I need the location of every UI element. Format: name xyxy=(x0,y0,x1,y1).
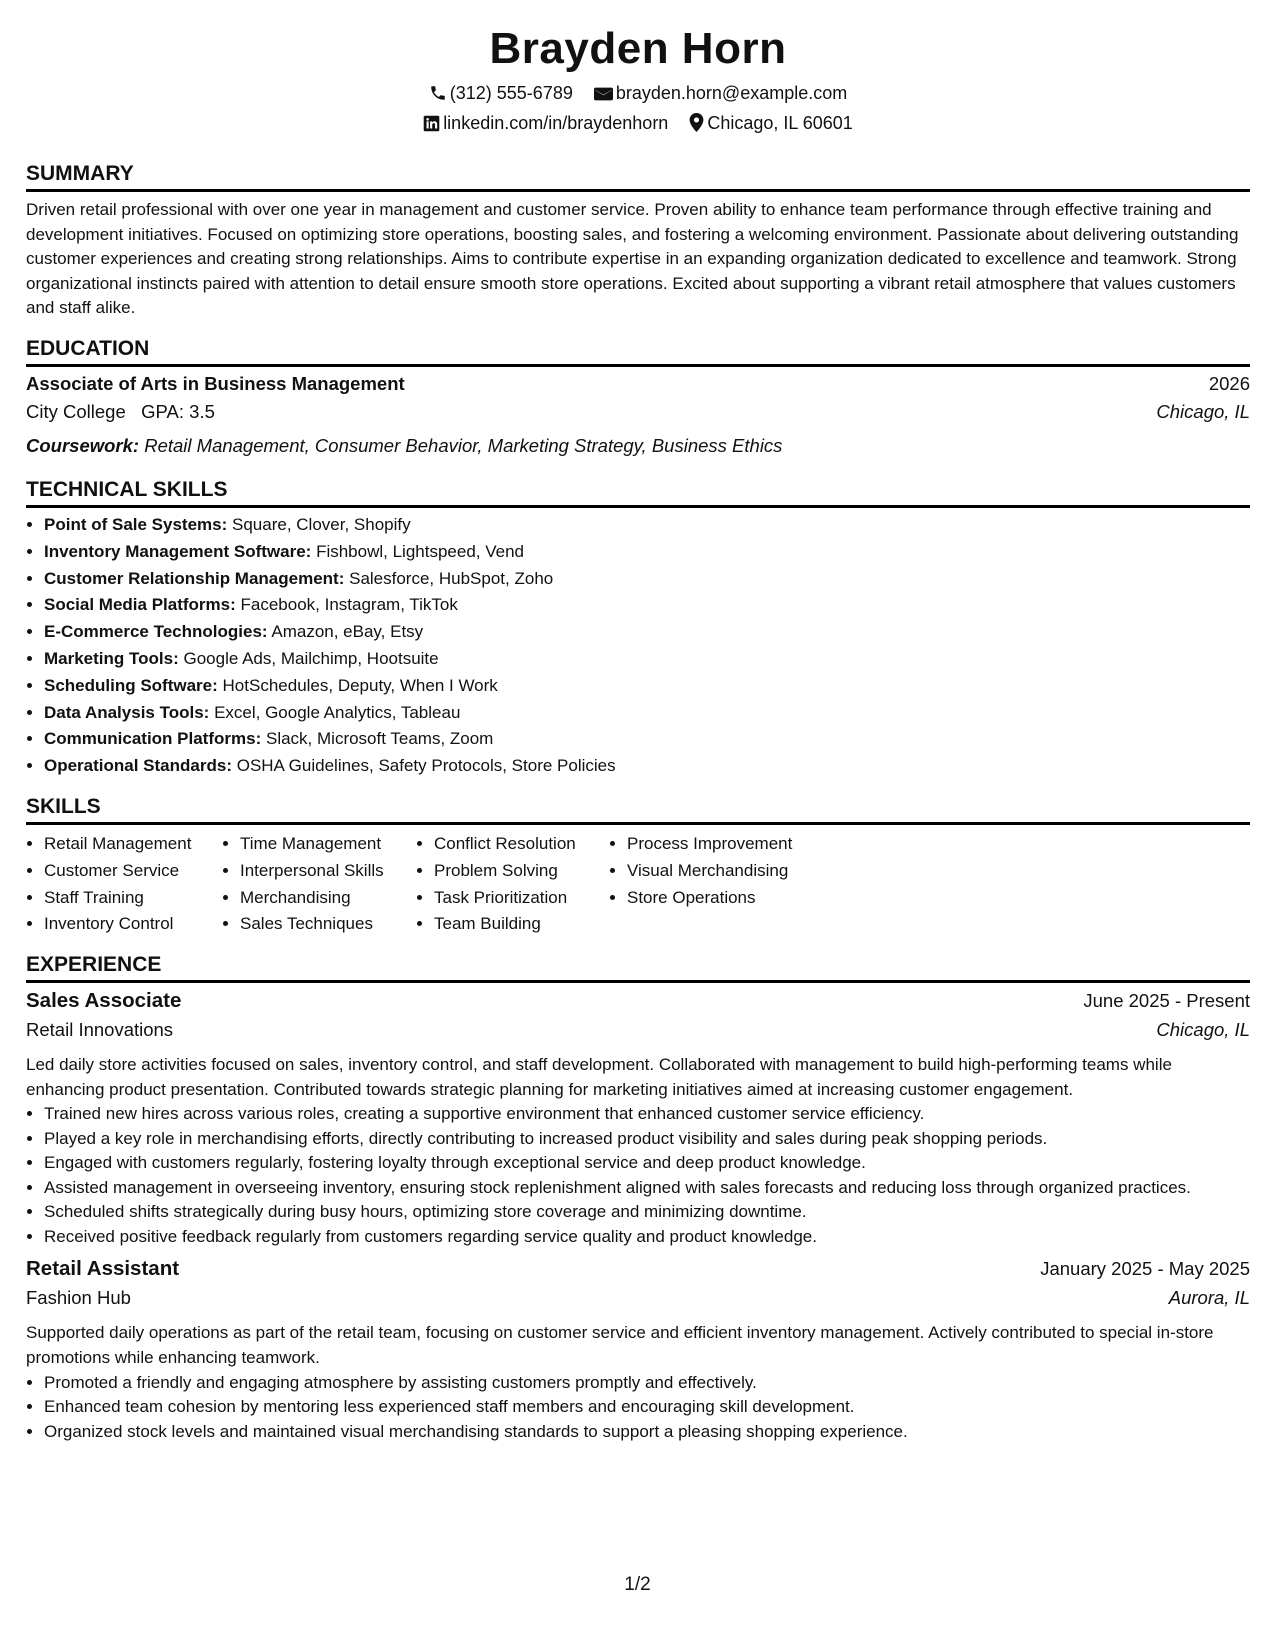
skill-category: Customer Relationship Management: xyxy=(44,568,345,588)
job-location: Chicago, IL xyxy=(1156,1019,1250,1041)
coursework-list: Retail Management, Consumer Behavior, Marketing Strategy, Business Ethics xyxy=(144,434,783,456)
technical-skills-heading: TECHNICAL SKILLS xyxy=(26,475,1250,508)
list-item: • Promoted a friendly and engaging atmosphere by assisting customers promptly and effectively. xyxy=(44,1371,1250,1396)
list-item: • Engaged with customers regularly, fostering loyalty through exceptional service and deep product knowledge. xyxy=(44,1151,1250,1176)
contact-row-2 xyxy=(26,108,1250,138)
list-item: • Conflict Resolution xyxy=(434,831,609,858)
list-item: • Process Improvement xyxy=(627,831,847,858)
list-item xyxy=(44,619,1250,646)
school-location: Chicago, IL xyxy=(1156,400,1250,422)
list-item: • Retail Management xyxy=(44,831,222,858)
skill-values: Square, Clover, Shopify xyxy=(232,514,411,534)
experience-section xyxy=(26,950,1250,1444)
list-item xyxy=(44,566,1250,593)
skill-values: Salesforce, HubSpot, Zoho xyxy=(349,568,554,588)
map-pin-icon xyxy=(689,111,704,141)
list-item xyxy=(44,726,1250,753)
list-item: • Enhanced team cohesion by mentoring less experienced staff members and encouraging skill development. xyxy=(44,1395,1250,1420)
job-title-row xyxy=(26,989,1250,1019)
summary-section xyxy=(26,159,1250,321)
phone-text: (312) 555-6789 xyxy=(449,83,573,103)
list-item xyxy=(44,673,1250,700)
location-contact xyxy=(689,108,852,141)
job-dates: January 2025 - May 2025 xyxy=(1040,1258,1250,1280)
envelope-icon xyxy=(594,81,613,111)
coursework-label: Coursework: xyxy=(26,434,140,456)
job-summary: Led daily store activities focused on sales, inventory control, and staff development. Collaborated with management to build high-performing teams while enhancing product presentation. Contributed towards strategic planning for marketing initiatives aimed at increasing customer engagement. xyxy=(26,1055,1172,1099)
list-item: • Problem Solving xyxy=(434,858,609,885)
school-name: City College xyxy=(26,400,126,422)
skill-category: Operational Standards: xyxy=(44,756,232,776)
skill-values: Google Ads, Mailchimp, Hootsuite xyxy=(183,648,439,668)
job-title: Sales Associate xyxy=(26,989,182,1013)
skill-values: Fishbowl, Lightspeed, Vend xyxy=(316,541,524,561)
school-row xyxy=(26,401,1250,431)
resume-page xyxy=(26,20,1250,1444)
skill-values: Excel, Google Analytics, Tableau xyxy=(214,702,461,722)
skills-column-2 xyxy=(222,831,416,938)
list-item: • Assisted management in overseeing inventory, ensuring stock replenishment aligned with sales forecasts and reducing loss through organized practices. xyxy=(44,1176,1250,1201)
job-bullets xyxy=(26,1102,1250,1249)
degree-name: Associate of Arts in Business Management xyxy=(26,372,405,394)
skill-values: Amazon, eBay, Etsy xyxy=(271,622,424,642)
skill-values: Facebook, Instagram, TikTok xyxy=(240,595,458,615)
list-item: • Inventory Control xyxy=(44,911,222,938)
summary-text: Driven retail professional with over one year in management and customer service. Proven ability to enhance team performance through effective training and development initiatives. Focused on optimizing store operations, boosting sales, and fostering a welcoming environment. Passionate about delivering outstanding customer experiences and creating strong relationships. Aims to contribute expertise in an expanding organization dedicated to excellence and teamwork. Strong organizational instincts paired with attention to detail ensure smooth store operations. Excited about supporting a vibrant retail atmosphere that values customers and staff alike. xyxy=(26,200,1239,318)
job-company-row xyxy=(26,1287,1250,1317)
location-text: Chicago, IL 60601 xyxy=(707,113,853,133)
skill-category: Point of Sale Systems: xyxy=(44,514,228,534)
job-summary: Supported daily operations as part of the retail team, focusing on customer service and efficient inventory management. Actively contributed to special in-store promotions while enhancing teamwork. xyxy=(26,1323,1214,1367)
job-dates: June 2025 - Present xyxy=(1083,990,1250,1012)
job-company: Fashion Hub xyxy=(26,1287,131,1309)
list-item: • Trained new hires across various roles, creating a supportive environment that enhanced customer service efficiency. xyxy=(44,1102,1250,1127)
skill-category: Inventory Management Software: xyxy=(44,541,312,561)
candidate-name: Brayden Horn xyxy=(489,24,787,73)
list-item: • Played a key role in merchandising efforts, directly contributing to increased product visibility and sales during peak shopping periods. xyxy=(44,1127,1250,1152)
skills-column-1 xyxy=(26,831,222,938)
linkedin-text[interactable]: linkedin.com/in/braydenhorn xyxy=(443,113,669,133)
job-bullets xyxy=(26,1371,1250,1445)
linkedin-contact[interactable] xyxy=(423,108,668,141)
skills-grid xyxy=(26,831,1250,938)
skill-values: Slack, Microsoft Teams, Zoom xyxy=(265,729,494,749)
experience-heading: EXPERIENCE xyxy=(26,950,1250,983)
list-item: • Staff Training xyxy=(44,885,222,912)
list-item xyxy=(44,539,1250,566)
skills-column-4 xyxy=(609,831,847,938)
contact-row-1 xyxy=(26,78,1250,108)
summary-heading: SUMMARY xyxy=(26,159,1250,192)
list-item: • Store Operations xyxy=(627,885,847,912)
skill-category: Marketing Tools: xyxy=(44,648,179,668)
email-contact[interactable] xyxy=(594,78,847,111)
skill-category: Scheduling Software: xyxy=(44,675,218,695)
skill-category: E-Commerce Technologies: xyxy=(44,622,268,642)
linkedin-icon xyxy=(423,111,440,141)
list-item xyxy=(44,700,1250,727)
coursework-line xyxy=(26,431,1250,461)
job-location: Aurora, IL xyxy=(1168,1287,1250,1309)
skill-category: Data Analysis Tools: xyxy=(44,702,210,722)
list-item xyxy=(44,646,1250,673)
degree-row xyxy=(26,373,1250,401)
skill-category: Communication Platforms: xyxy=(44,729,262,749)
job-title-row xyxy=(26,1257,1250,1287)
list-item xyxy=(44,592,1250,619)
list-item: • Received positive feedback regularly from customers regarding service quality and product knowledge. xyxy=(44,1225,1250,1250)
gpa: GPA: 3.5 xyxy=(141,400,215,422)
graduation-year: 2026 xyxy=(1208,372,1250,394)
email-text[interactable]: brayden.horn@example.com xyxy=(615,83,848,103)
list-item: • Scheduled shifts strategically during busy hours, optimizing store coverage and minimizing downtime. xyxy=(44,1200,1250,1225)
list-item: • Time Management xyxy=(240,831,416,858)
skill-category: Social Media Platforms: xyxy=(44,595,236,615)
list-item: • Organized stock levels and maintained visual merchandising standards to support a pleasing shopping experience. xyxy=(44,1420,1250,1445)
page-number: 1/2 xyxy=(624,1574,651,1595)
list-item: • Merchandising xyxy=(240,885,416,912)
list-item xyxy=(44,753,1250,780)
phone-icon xyxy=(429,81,447,111)
list-item: • Visual Merchandising xyxy=(627,858,847,885)
phone-contact xyxy=(429,78,573,111)
technical-skills-section xyxy=(26,475,1250,780)
job-entry-2 xyxy=(26,1257,1250,1444)
job-title: Retail Assistant xyxy=(26,1257,180,1281)
list-item: • Customer Service xyxy=(44,858,222,885)
job-company-row xyxy=(26,1019,1250,1049)
list-item: • Team Building xyxy=(434,911,609,938)
job-company: Retail Innovations xyxy=(26,1019,174,1041)
technical-skills-list xyxy=(26,512,1250,780)
school-info xyxy=(26,401,215,423)
education-section xyxy=(26,334,1250,461)
skills-section xyxy=(26,792,1250,938)
skills-column-3 xyxy=(416,831,609,938)
list-item: • Interpersonal Skills xyxy=(240,858,416,885)
skills-heading: SKILLS xyxy=(26,792,1250,825)
list-item: • Task Prioritization xyxy=(434,885,609,912)
education-heading: EDUCATION xyxy=(26,334,1250,367)
list-item: • Sales Techniques xyxy=(240,911,416,938)
skill-values: OSHA Guidelines, Safety Protocols, Store Policies xyxy=(236,756,616,776)
job-entry-1 xyxy=(26,989,1250,1249)
skill-values: HotSchedules, Deputy, When I Work xyxy=(222,675,498,695)
list-item xyxy=(44,512,1250,539)
